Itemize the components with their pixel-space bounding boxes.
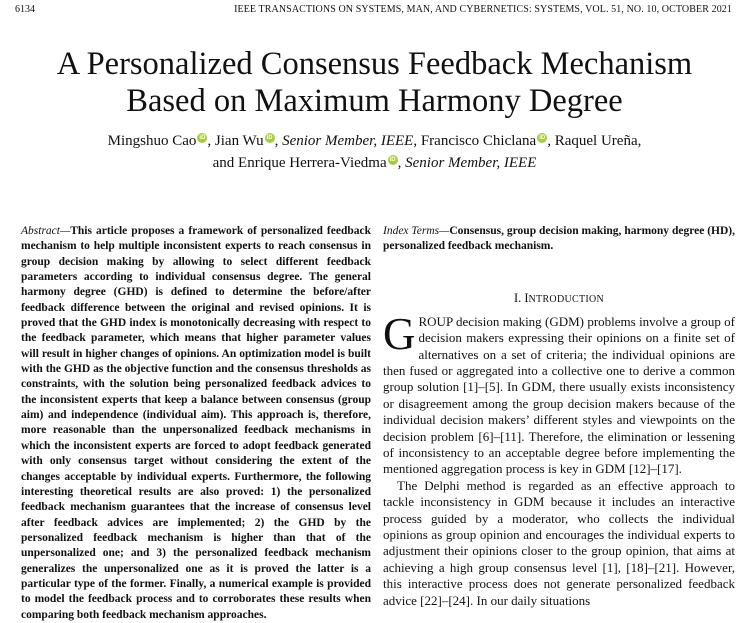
abstract-text: This article proposes a framework of personalized feedback mechanism to help multiple inconsistent experts to reach consensus in group decision making by allowing to select different feedback parameters according to individual consensus degree. The general harmony degree (GHD) is defined to determine the before/after feedback difference between the original and revised opinions. It is proved that the GHD index is monotonically decreasing with respect to the feedback parameter, which means that higher parameter values will result in higher changes of opinions. An optimization model is built with the GHD as the objective function and the consensus thresholds as constraints, with the solution being personalized feedback advices to the inconsistent experts that keep a balance between consensus (group aim) and independence (individual aim). This approach is, therefore, more reasonable than the unpersonalized feedback mechanisms in which the inconsistent experts are forced to adopt feedback generated with only consensus target without considering the extent of the changes acceptable by individual experts. Furthermore, the following interesting theoretical results are also proved: 1) the personalized feedback mechanism guarantees that the increase of consensus level after feedback advices are implemented; 2) the GHD by the personalized feedback mechanism is higher than that of the unpersonalized one; and 3) the personalized feedback mechanism generalizes the unpersonalized one as it is proved the latter is a particular type of the former. Finally, a numerical example is provided to model the feedback process and to corroborates these results when comparing both feedback mechanism approaches. xyxy=(21,225,371,621)
author-line-2: and Enrique Herrera-Viedma iD , Senior Member, IEEE xyxy=(212,155,537,171)
index-terms-label: Index Terms— xyxy=(383,225,450,237)
section-body xyxy=(383,308,735,609)
index-terms xyxy=(383,224,735,255)
author-name: Mingshuo Cao xyxy=(107,133,197,149)
section-number: I. xyxy=(513,290,522,305)
journal-header: IEEE TRANSACTIONS ON SYSTEMS, MAN, AND CYBERNETICS: SYSTEMS, VOL. 51, NO. 10, OCTOBER 2021 xyxy=(234,4,732,15)
paper-title xyxy=(0,46,749,120)
right-column xyxy=(383,224,735,609)
author-line-1: Mingshuo Cao iD , Jian Wu iD , Senior Member, IEEE, Francisco Chiclana iD , Raquel Ureña, xyxy=(107,133,642,149)
title-line-2: Based on Maximum Harmony Degree xyxy=(126,83,623,119)
page-number: 6134 xyxy=(15,4,35,15)
section-title-first-letter: I xyxy=(524,290,529,305)
drop-cap: G xyxy=(383,308,416,359)
running-header xyxy=(15,4,732,18)
orcid-icon[interactable]: iD xyxy=(266,135,273,141)
paragraph xyxy=(383,308,735,478)
section-heading xyxy=(383,290,735,308)
abstract-label: Abstract— xyxy=(21,225,71,237)
author-name: Francisco Chiclana xyxy=(420,133,537,149)
paragraph: The Delphi method is regarded as an effective approach to tackle inconsistency in GDM because it includes an interactive process guided by a moderator, who collects the individual opinions as group opinion and encourages the individual experts to adjustment their opinions closer to the group opinion, that aims at achieving a high group consensus level [1], [18]–[21]. However, this interactive process does not generate personalized feedback advice [22]–[24]. In our daily situations xyxy=(383,477,735,608)
orcid-icon[interactable]: iD xyxy=(199,135,206,141)
orcid-icon[interactable]: iD xyxy=(389,157,396,163)
section-title-rest: NTRODUCTION xyxy=(528,293,605,305)
abstract xyxy=(21,224,371,623)
title-line-1: A Personalized Consensus Feedback Mechanism xyxy=(56,46,693,82)
orcid-icon[interactable]: iD xyxy=(539,135,546,141)
index-terms-text: Consensus, group decision making, harmony degree (HD), personalized feedback mechanism. xyxy=(383,225,735,253)
author-name: and Enrique Herrera-Viedma xyxy=(212,155,387,171)
author-name: Jian Wu xyxy=(214,133,264,149)
author-membership: Senior Member, IEEE xyxy=(282,133,414,149)
paragraph-text: ROUP decision making (GDM) problems involve a group of decision makers expressing their opinions on a finite set of alternatives on a set of criteria; the individual opinions are then fused or aggregated into a collective one to derive a common group solution [1]–[5]. In GDM, there usually exists inconsistency or disagreement among the group decision makers because of the individual decision makers’ different styles and viewpoints on the decision problem [6]–[11]. Therefore, the elimination or lessening of inconsistency to an acceptable degree before implementing the mentioned aggregation process is key in GDM [12]–[17]. xyxy=(383,313,735,477)
author-list xyxy=(0,130,749,174)
author-membership: Senior Member, IEEE xyxy=(405,155,537,171)
author-name: Raquel Ureña, xyxy=(554,133,642,149)
